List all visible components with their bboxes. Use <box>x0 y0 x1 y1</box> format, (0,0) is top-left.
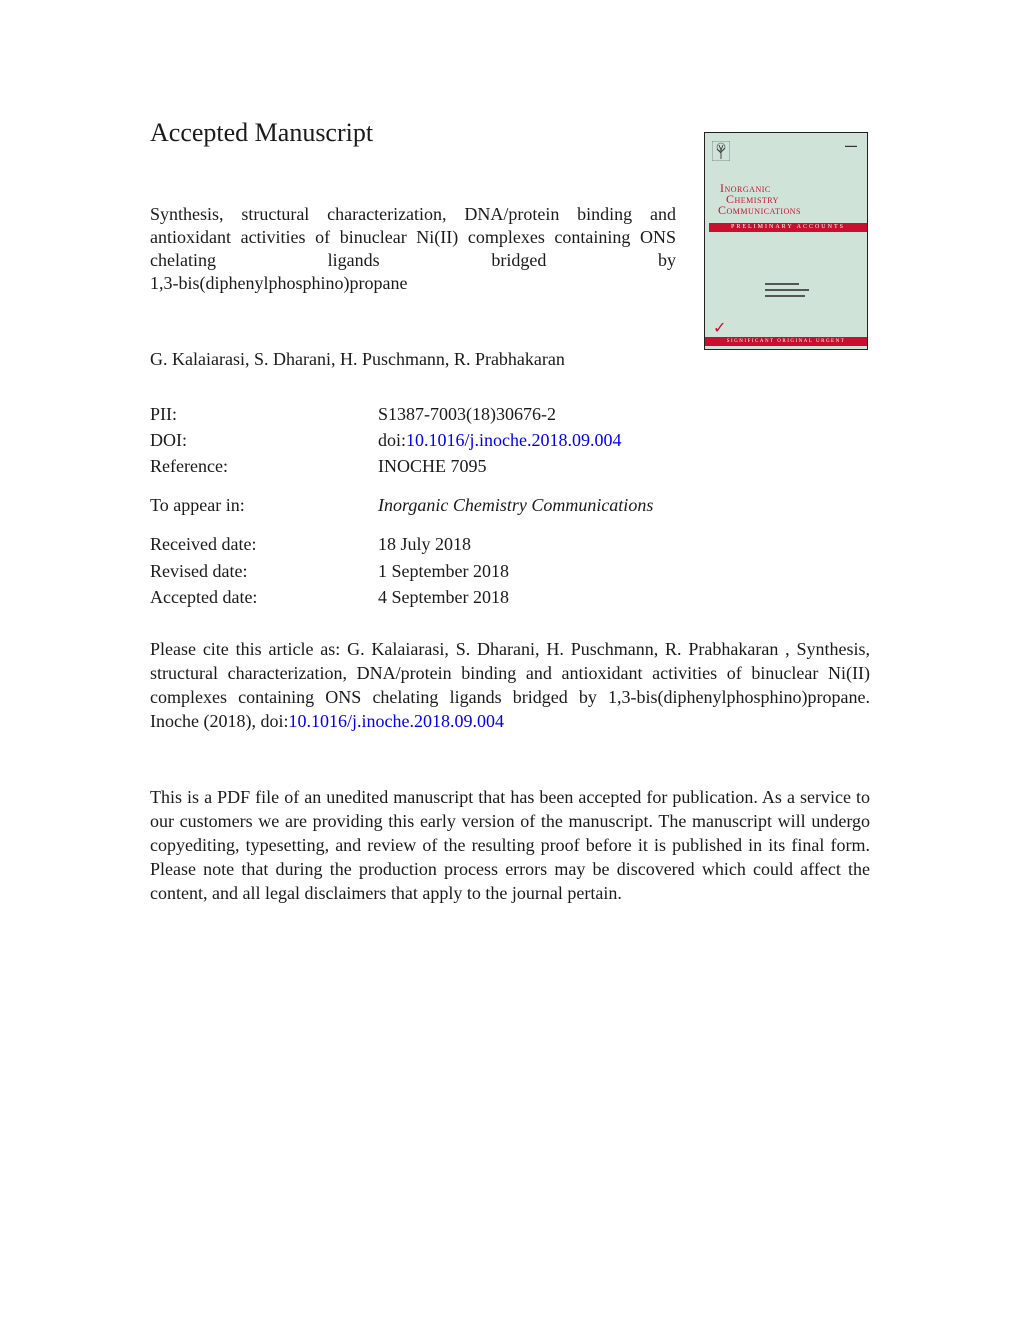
appear-label: To appear in: <box>150 495 245 515</box>
citation-text: Please cite this article as: G. Kalaiarasi, S. Dharani, H. Puschmann, R. Prabhakaran , Synthesis, structural characterization, DNA/protein binding and antioxidant activities of binuclear Ni(II) complexes containing ONS chelating ligands bridged by 1,3-bis(diphenylphosphino)propane. Inoche (2018), doi: <box>150 639 870 731</box>
doi-prefix: doi: <box>378 430 407 450</box>
pii-value: S1387-7003(18)30676-2 <box>378 404 556 424</box>
revised-label: Revised date: <box>150 561 248 581</box>
article-title <box>150 203 676 295</box>
reference-label: Reference: <box>150 456 228 476</box>
cover-bottom-band: SIGNIFICANT ORIGINAL URGENT <box>705 337 867 346</box>
cover-title-line3: Communications <box>718 203 802 217</box>
pii-label: PII: <box>150 404 177 424</box>
accepted-value: 4 September 2018 <box>378 587 509 607</box>
tree-logo-icon <box>712 141 730 161</box>
citation-paragraph <box>150 637 870 733</box>
received-value: 18 July 2018 <box>378 534 472 554</box>
citation-doi-link[interactable]: 10.1016/j.inoche.2018.09.004 <box>288 711 504 731</box>
journal-cover <box>704 132 868 350</box>
cover-band: PRELIMINARY ACCOUNTS <box>709 223 867 232</box>
revised-value: 1 September 2018 <box>378 561 509 581</box>
page-heading: Accepted Manuscript <box>150 118 374 147</box>
article-title-end: 1,3-bis(diphenylphosphino)propane <box>150 273 408 293</box>
author-list: G. Kalaiarasi, S. Dharani, H. Puschmann, R. Prabhakaran <box>150 349 565 369</box>
cover-title-line1: Inorganic <box>720 181 771 195</box>
doi-label: DOI: <box>150 430 187 450</box>
accepted-label: Accepted date: <box>150 587 258 607</box>
received-label: Received date: <box>150 534 257 554</box>
journal-name: Inorganic Chemistry Communications <box>378 495 654 515</box>
doi-link[interactable]: 10.1016/j.inoche.2018.09.004 <box>406 430 622 450</box>
cover-editors <box>765 283 815 301</box>
cover-journal-title <box>718 183 801 216</box>
check-mark-icon: ✓ <box>713 320 727 337</box>
article-title-main: Synthesis, structural characterization, DNA/protein binding and antioxidant activities of binuclear Ni(II) complexes containing ONS chelating ligands bridged by <box>150 204 676 270</box>
manuscript-notice: This is a PDF file of an unedited manuscript that has been accepted for publication. As a service to our customers we are providing this early version of the manuscript. The manuscript will undergo copyediting, typesetting, and review of the resulting proof before it is published in its final form. Please note that during the production process errors may be discovered which could affect the content, and all legal disclaimers that apply to the journal pertain. <box>150 787 870 903</box>
reference-value: INOCHE 7095 <box>378 456 487 476</box>
cover-title-line2: Chemistry <box>726 192 779 206</box>
doi-value <box>378 428 622 452</box>
cover-issn-mark: ▬▬▬ <box>845 143 857 148</box>
